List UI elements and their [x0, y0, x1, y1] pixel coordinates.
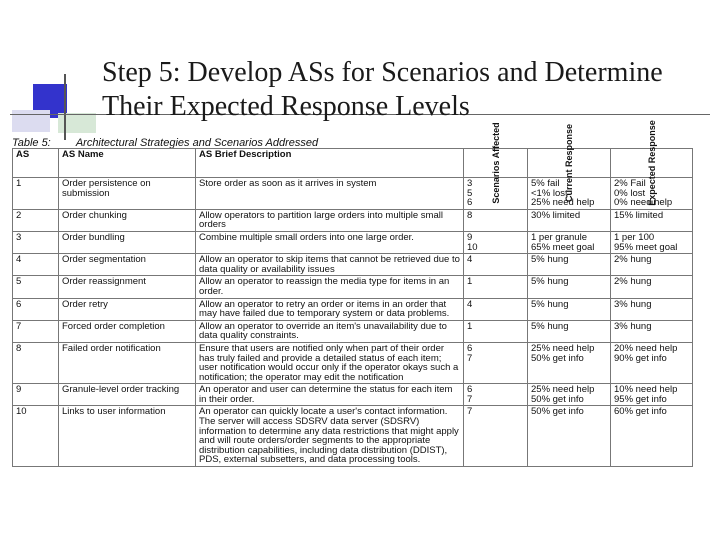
- cell-cur-value: 5% hung: [531, 254, 569, 266]
- cell-cur: [528, 276, 611, 298]
- cell-description: Allow operators to partition large orders into multiple small orders: [196, 209, 464, 231]
- cell-exp-value: 10% need help: [614, 384, 678, 396]
- table-caption-label: Table 5:: [12, 137, 51, 149]
- cell-scen: [464, 231, 528, 253]
- cell-scen: [464, 276, 528, 298]
- cell-as-name: Order chunking: [59, 209, 196, 231]
- header-description: AS Brief Description: [196, 149, 464, 178]
- cell-exp: [611, 342, 693, 383]
- cell-as-number: 4: [13, 254, 59, 276]
- cell-exp-value: 15% limited: [614, 209, 664, 221]
- cell-exp: [611, 320, 693, 342]
- cell-cur-value: 30% limited: [531, 209, 581, 221]
- cell-as-number: 1: [13, 178, 59, 210]
- cell-exp-value: 95% meet goal: [614, 241, 678, 253]
- table-header-row: [13, 149, 693, 178]
- cell-exp-value: 20% need help: [614, 342, 678, 354]
- cell-cur: [528, 254, 611, 276]
- cell-scen-value: 7: [467, 393, 473, 405]
- cell-exp: [611, 209, 693, 231]
- cell-as-name: Order bundling: [59, 231, 196, 253]
- cell-exp-value: 1 per 100: [614, 231, 655, 243]
- cell-cur-value: 5% fail: [531, 178, 560, 189]
- table-row: [13, 406, 693, 467]
- table-body: [13, 178, 693, 467]
- cell-as-number: 9: [13, 384, 59, 406]
- cell-exp-value: 90% get info: [614, 352, 667, 364]
- cell-as-name: Granule-level order tracking: [59, 384, 196, 406]
- cell-as-number: 2: [13, 209, 59, 231]
- header-expected-response: Expected Response: [611, 149, 693, 178]
- cell-exp: [611, 231, 693, 253]
- cell-scen-value: 9: [467, 231, 473, 243]
- cell-as-number: 6: [13, 298, 59, 320]
- cell-as-name: Forced order completion: [59, 320, 196, 342]
- cell-scen-value: 8: [467, 209, 473, 221]
- bottom-fade: [0, 520, 720, 540]
- cell-as-name: Order segmentation: [59, 254, 196, 276]
- header-scenarios: Scenarios Affected: [464, 149, 528, 178]
- cell-cur-value: 5% hung: [531, 320, 569, 332]
- cell-scen-value: 10: [467, 241, 478, 253]
- table-row: [13, 178, 693, 210]
- table-row: [13, 320, 693, 342]
- cell-description: Allow an operator to override an item's unavailability due to data quality constraints.: [196, 320, 464, 342]
- cell-exp: [611, 254, 693, 276]
- cell-description: Allow an operator to reassign the media type for items in an order.: [196, 276, 464, 298]
- cell-cur: [528, 342, 611, 383]
- cell-cur-value: 25% need help: [531, 197, 595, 209]
- cell-scen-value: 1: [467, 320, 473, 332]
- cell-scen-value: 4: [467, 298, 473, 310]
- cell-scen: [464, 254, 528, 276]
- cell-as-number: 8: [13, 342, 59, 383]
- cell-as-name: Order persistence on submission: [59, 178, 196, 210]
- cell-cur-value: 25% need help: [531, 384, 595, 396]
- cell-cur-value: 50% get info: [531, 393, 584, 405]
- cell-exp-value: 3% hung: [614, 320, 652, 332]
- cell-description: An operator and user can determine the status for each item in their order.: [196, 384, 464, 406]
- cell-exp-value: 95% get info: [614, 393, 667, 405]
- cell-as-number: 3: [13, 231, 59, 253]
- cell-cur-value: 5% hung: [531, 276, 569, 288]
- cell-cur: [528, 406, 611, 467]
- cell-cur-value: 5% hung: [531, 298, 569, 310]
- cell-scen: [464, 320, 528, 342]
- header-as-name: AS Name: [59, 149, 196, 178]
- table-row: [13, 209, 693, 231]
- cell-cur: [528, 231, 611, 253]
- table-row: [13, 384, 693, 406]
- cell-scen-value: 6: [467, 342, 473, 354]
- cell-cur-value: 65% meet goal: [531, 241, 595, 253]
- cell-scen: [464, 342, 528, 383]
- cell-scen-value: 1: [467, 276, 473, 288]
- cell-as-number: 10: [13, 406, 59, 467]
- cell-scen-value: 4: [467, 254, 473, 266]
- cell-description: Combine multiple small orders into one large order.: [196, 231, 464, 253]
- cell-exp: [611, 406, 693, 467]
- table-row: [13, 342, 693, 383]
- cell-cur: [528, 298, 611, 320]
- cell-scen-value: 6: [467, 384, 473, 396]
- cell-exp: [611, 276, 693, 298]
- cell-exp: [611, 384, 693, 406]
- table-row: [13, 254, 693, 276]
- cell-exp-value: 60% get info: [614, 406, 667, 418]
- cell-scen: [464, 298, 528, 320]
- cell-cur-value: 1 per granule: [531, 231, 587, 243]
- cell-cur: [528, 384, 611, 406]
- cell-description: Allow an operator to retry an order or items in an order that may have failed due to temporary system or data problems.: [196, 298, 464, 320]
- cell-scen: [464, 209, 528, 231]
- table-row: [13, 276, 693, 298]
- cell-scen-value: 7: [467, 352, 473, 364]
- header-as: AS: [13, 149, 59, 178]
- cell-scen-value: 6: [467, 197, 473, 209]
- cell-scen: [464, 384, 528, 406]
- cell-as-name: Order retry: [59, 298, 196, 320]
- cell-cur-value: <1% lost: [531, 187, 568, 199]
- cell-description: Store order as soon as it arrives in system: [196, 178, 464, 210]
- table-caption-title: Architectural Strategies and Scenarios Addressed: [75, 137, 319, 149]
- cell-cur-value: 25% need help: [531, 342, 595, 354]
- cell-scen: [464, 406, 528, 467]
- cell-description: Ensure that users are notified only when part of their order has truly failed and provide a detailed status of each item; user notification would occur only if the operator okays such a notification; the operator may edit the notification: [196, 342, 464, 383]
- cell-as-number: 5: [13, 276, 59, 298]
- cell-as-number: 7: [13, 320, 59, 342]
- decor-vertical-line: [64, 74, 66, 140]
- cell-cur: [528, 320, 611, 342]
- cell-exp-value: 3% hung: [614, 298, 652, 310]
- cell-description: An operator can quickly locate a user's contact information. The server will access SDSRV data server (SDSRV) information to determine any data restrictions that might apply and will route orders/order segments to the appropriate distribution capabilities, including data distribution (DDIST), PDS, external subsetters, and data processing tools.: [196, 406, 464, 467]
- cell-exp-value: 2% Fail: [614, 178, 646, 189]
- table-row: [13, 231, 693, 253]
- cell-description: Allow an operator to skip items that cannot be retrieved due to data quality or availability issues: [196, 254, 464, 276]
- cell-cur: [528, 209, 611, 231]
- table-row: [13, 298, 693, 320]
- cell-exp-value: 2% hung: [614, 276, 652, 288]
- cell-exp-value: 0% need help: [614, 197, 673, 209]
- cell-as-name: Failed order notification: [59, 342, 196, 383]
- cell-as-name: Order reassignment: [59, 276, 196, 298]
- cell-scen-value: 7: [467, 406, 473, 418]
- cell-cur-value: 50% get info: [531, 406, 584, 418]
- cell-cur-value: 50% get info: [531, 352, 584, 364]
- cell-scen-value: 3: [467, 178, 473, 189]
- cell-as-name: Links to user information: [59, 406, 196, 467]
- header-current-response: Current Response: [528, 149, 611, 178]
- cell-scen-value: 5: [467, 187, 473, 199]
- cell-exp: [611, 298, 693, 320]
- slide-title: Step 5: Develop ASs for Scenarios and Determine Their Expected Response Levels: [102, 57, 663, 122]
- cell-exp-value: 2% hung: [614, 254, 652, 266]
- cell-exp-value: 0% lost: [614, 187, 646, 199]
